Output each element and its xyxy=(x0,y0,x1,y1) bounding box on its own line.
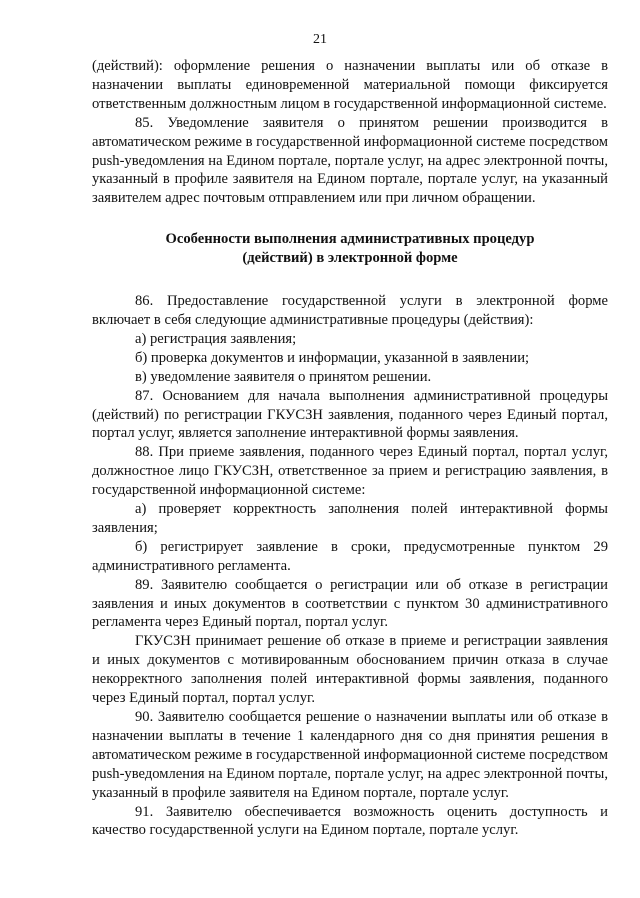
paragraph-85: 85. Уведомление заявителя о принятом решении производится в автоматическом режиме в государственной информационной системе посредством push-уведомления на Едином портале, портале услуг, на адрес электронной почты, указанный в профиле заявителя на Едином портале, портале услуг, на указанный заявителем адрес почтовым отправлением или при личном обращении. xyxy=(92,114,608,207)
paragraph-intro: (действий): оформление решения о назначении выплаты или об отказе в назначении выплаты единовременной материальной помощи фиксируется ответственным должностным лицом в государственной информационной системе. xyxy=(92,58,608,112)
paragraph-89: 89. Заявителю сообщается о регистрации или об отказе в регистрации заявления и иных документов в соответствии с пунктом 30 административного регламента через Единый портал, портал услуг. xyxy=(92,576,608,631)
paragraph-88: 88. При приеме заявления, поданного через Единый портал, портал услуг, должностное лицо ГКУСЗН, ответственное за прием и регистрацию заявления, в государственной информационной системе: xyxy=(92,444,608,499)
section-heading-line-1: Особенности выполнения административных процедур xyxy=(165,231,535,248)
section-heading xyxy=(92,230,608,268)
paragraph-86: 86. Предоставление государственной услуги в электронной форме включает в себя следующие административные процедуры (действия): xyxy=(92,293,608,328)
paragraph-89-continued: ГКУСЗН принимает решение об отказе в приеме и регистрации заявления и иных документов с мотивированным обоснованием причин отказа в случае некорректного заполнения полей интерактивной формы заявления, поданного через Единый портал, портал услуг. xyxy=(92,633,608,707)
paragraph-91: 91. Заявителю обеспечивается возможность оценить доступность и качество государственной услуги на Едином портале, портале услуг. xyxy=(92,803,608,839)
paragraph-90: 90. Заявителю сообщается решение о назначении выплаты или об отказе в назначении выплаты в течение 1 календарного дня со дня принятия решения в автоматическом режиме в государственной информационной системе посредством push-уведомления на Едином портале, портале услуг, на адрес электронной почты, указанный в профиле заявителя на Едином портале, портале услуг. xyxy=(92,709,608,801)
list-item-88a: а) проверяет корректность заполнения полей интерактивной формы заявления; xyxy=(92,501,608,536)
document-body xyxy=(92,57,608,840)
section-heading-line-2: (действий) в электронной форме xyxy=(242,250,458,267)
list-item-88b: б) регистрирует заявление в сроки, предусмотренные пунктом 29 административного регламента. xyxy=(92,538,608,574)
list-item-86a: а) регистрация заявления; xyxy=(135,330,297,347)
page-number: 21 xyxy=(313,32,327,47)
list-item-86c: в) уведомление заявителя о принятом решении. xyxy=(135,368,432,385)
list-item-86b: б) проверка документов и информации, указанной в заявлении; xyxy=(135,349,530,366)
paragraph-87: 87. Основанием для начала выполнения административной процедуры (действий) по регистрации ГКУСЗН заявления, поданного через Единый портал, портал услуг, является заполнение интерактивной формы заявления. xyxy=(92,387,608,442)
